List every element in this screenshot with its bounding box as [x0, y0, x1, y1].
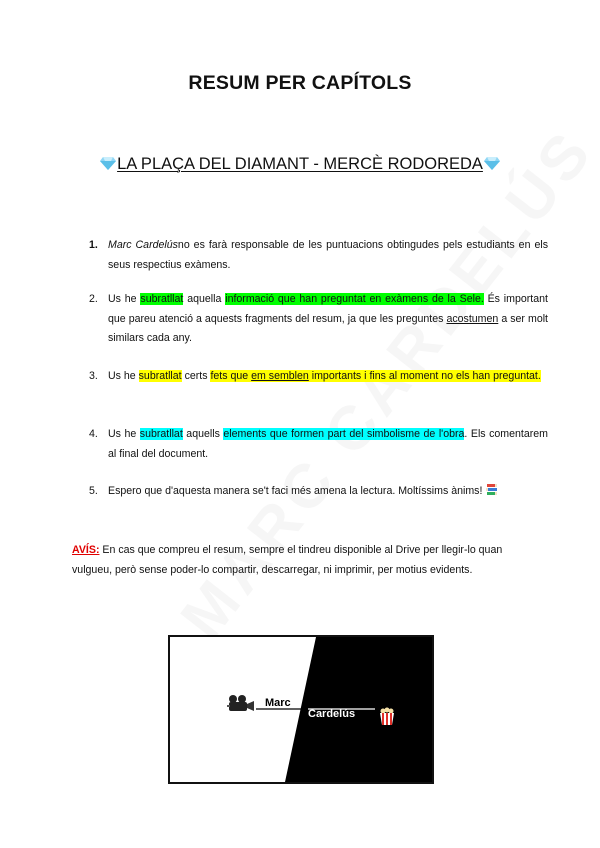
notice-label: AVÍS:: [72, 544, 100, 556]
logo-background: [170, 637, 432, 782]
gem-icon: [484, 157, 500, 170]
highlight-yellow: fets que: [210, 370, 252, 382]
item-text: És important que pareu atenció a aquests fragments del resum, ja que les preguntes: [108, 293, 548, 325]
notice-text: En cas que compreu el resum, sempre el tindreu disponible al Drive per llegir-lo quan vulgueu, però sense poder-lo compartir, descarregar, ni imprimir, per motius evidents.: [72, 544, 503, 576]
list-item: [89, 367, 548, 387]
list-item: [89, 290, 548, 349]
list-item: [89, 482, 548, 502]
list-number: 1.: [89, 239, 98, 251]
item-text: Us he: [108, 428, 140, 440]
highlight-green: subratllat: [140, 293, 184, 305]
list-number: 5.: [89, 485, 98, 497]
page-title: RESUM PER CAPÍTOLS: [188, 72, 412, 94]
item-text: Us he: [108, 370, 139, 382]
item-text: Espero que d'aquesta manera se't faci més amena la lectura. Moltíssims ànims!: [108, 485, 483, 497]
list-number: 3.: [89, 370, 98, 382]
logo-text-marc: Marc: [265, 697, 291, 709]
list-number: 4.: [89, 428, 98, 440]
highlight-yellow-underlined: em semblen: [251, 370, 309, 382]
author-name: Marc Cardelús: [108, 239, 178, 251]
list-item: [89, 425, 548, 464]
underlined-text: acostumen: [446, 312, 499, 325]
highlight-yellow: subratllat: [138, 370, 182, 382]
item-text: a ser molt similars cada any.: [108, 312, 549, 344]
subtitle-text: LA PLAÇA DEL DIAMANT - MERCÈ RODOREDA: [117, 155, 483, 173]
highlight-cyan: elements que formen part del simbolisme de l'obra: [223, 428, 465, 440]
item-text: certs: [181, 370, 211, 382]
list-item: [89, 236, 548, 275]
logo-text-cardelus: Cardelús: [308, 708, 356, 720]
books-icon: [486, 484, 498, 495]
list-number: 2.: [89, 293, 98, 305]
notice-paragraph: [72, 541, 530, 580]
item-text: Us he: [108, 293, 141, 305]
logo-image: [168, 635, 434, 784]
item-text: . Els comentarem al final del document.: [108, 428, 548, 460]
book-subtitle: [0, 155, 600, 174]
highlight-cyan: subratllat: [139, 428, 183, 440]
highlight-yellow: importants i fins al moment no els han preguntat.: [308, 370, 541, 382]
popcorn-icon: [380, 708, 394, 726]
gem-icon: [100, 157, 116, 170]
item-text: aquella: [183, 293, 226, 305]
item-text: no es farà responsable de les puntuacions obtingudes pels estudiants en els seus respectius exàmens.: [108, 239, 548, 271]
item-text: aquells: [182, 428, 224, 440]
highlight-green: informació que han preguntat en exàmens de la Sele.: [225, 293, 484, 305]
